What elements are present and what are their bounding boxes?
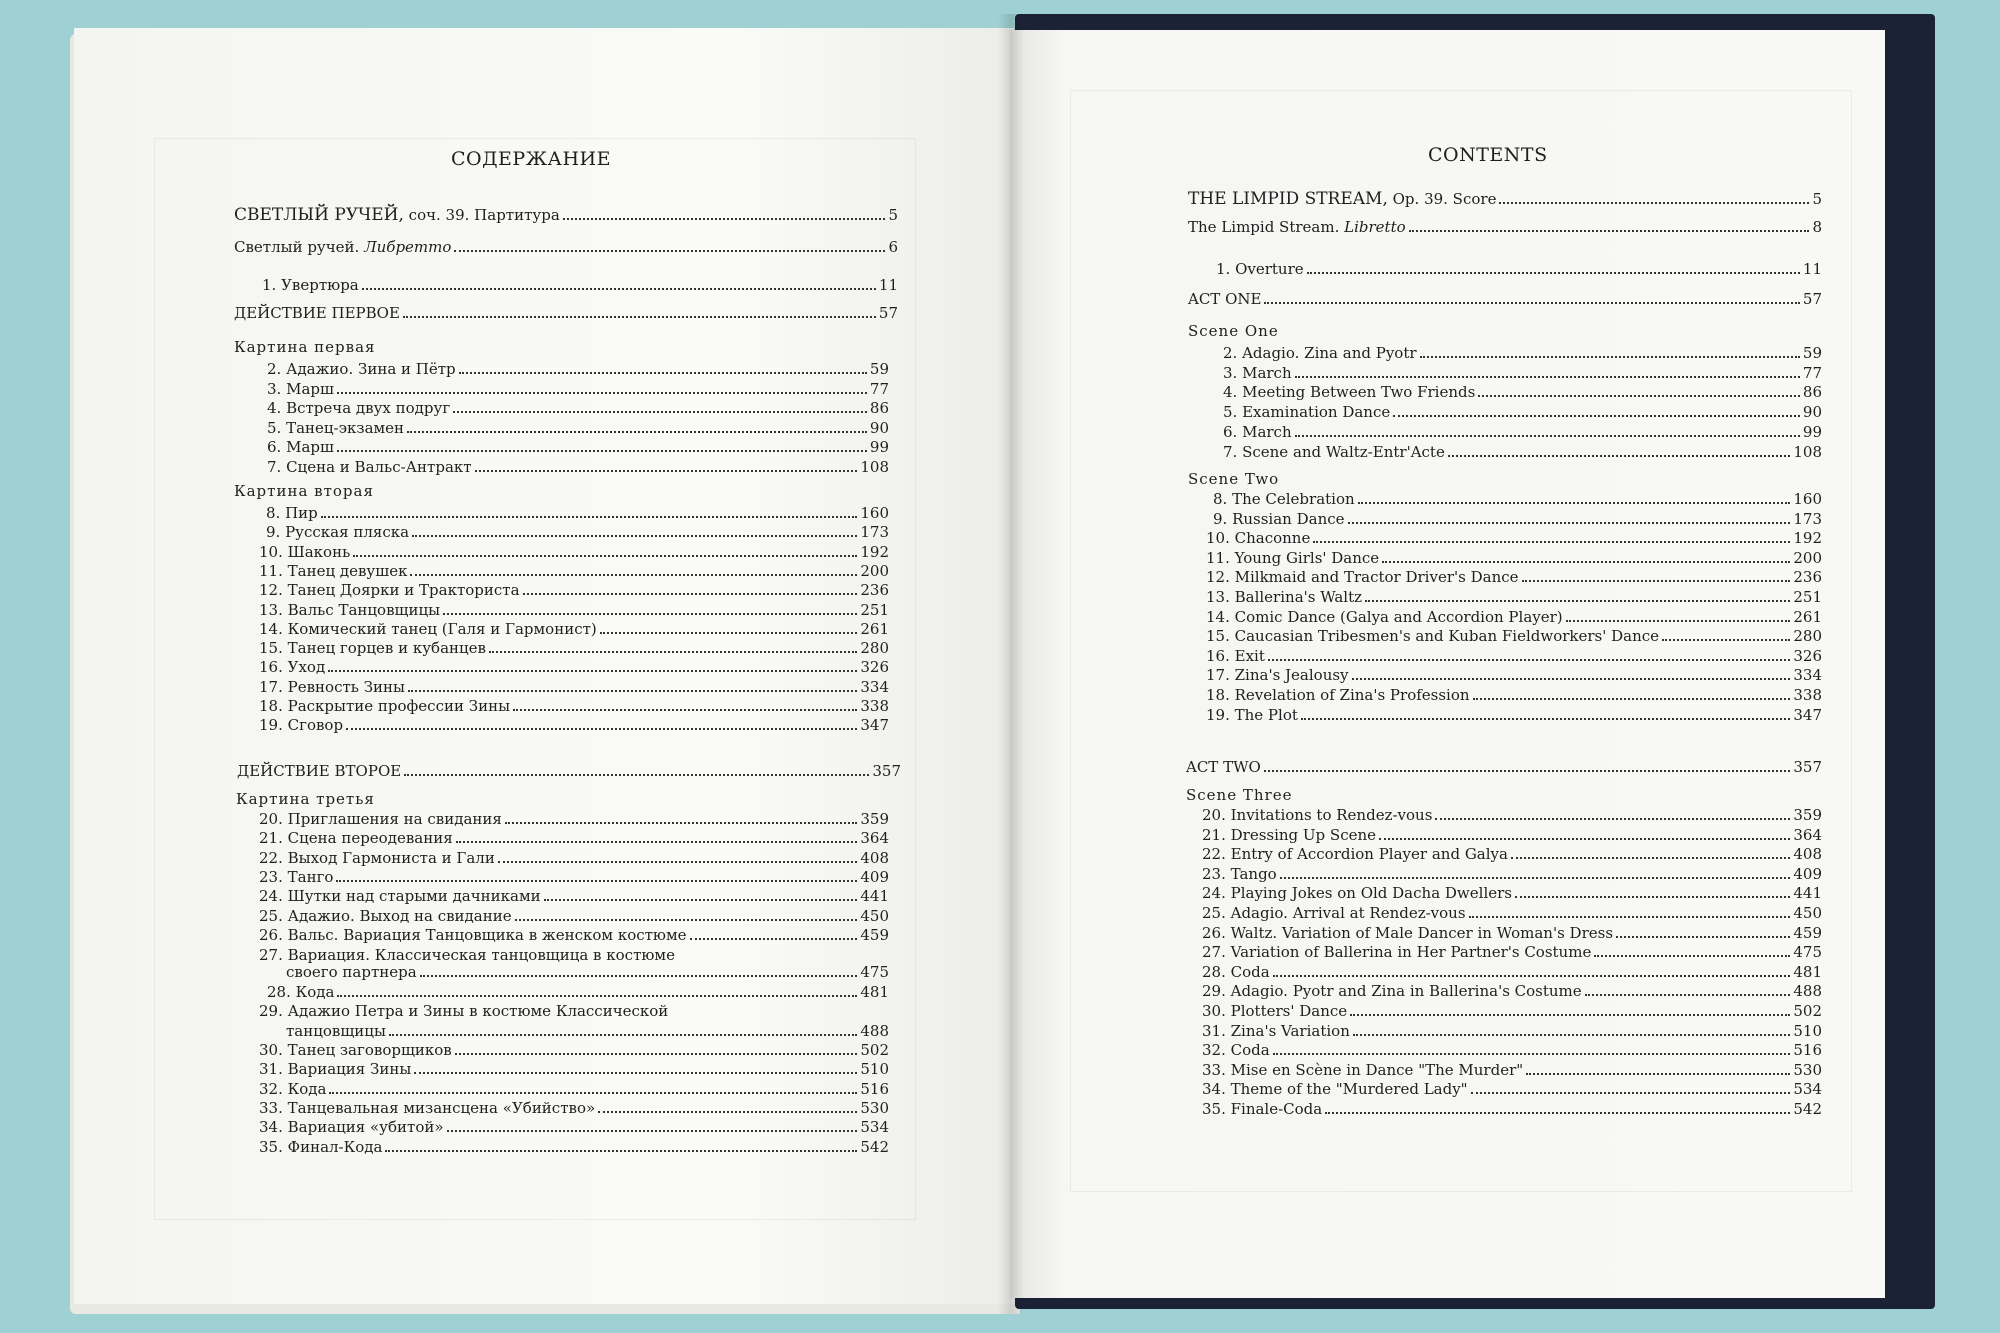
dot-leader bbox=[1353, 1034, 1790, 1036]
dot-leader bbox=[1616, 936, 1790, 938]
toc-entry bbox=[259, 829, 889, 847]
toc-entry-page: 409 bbox=[860, 867, 889, 886]
dot-leader bbox=[513, 709, 857, 711]
toc-entry-page: 86 bbox=[869, 399, 889, 417]
toc-entry-label: 24. Playing Jokes on Old Dacha Dwellers bbox=[1202, 884, 1512, 903]
toc-entry-page: 450 bbox=[1793, 904, 1822, 922]
toc-entry-label: 17. Zina's Jealousy bbox=[1206, 666, 1349, 685]
dot-leader bbox=[1379, 838, 1790, 840]
toc-entry-label: 6. March bbox=[1223, 422, 1292, 441]
toc-entry-page: 236 bbox=[860, 581, 889, 600]
dot-leader bbox=[353, 555, 857, 557]
dot-leader bbox=[489, 651, 857, 653]
book-gutter bbox=[998, 14, 1024, 1314]
toc-entry bbox=[1223, 344, 1822, 362]
dot-leader bbox=[453, 411, 867, 413]
toc-entry bbox=[1202, 845, 1822, 863]
toc-entry bbox=[267, 399, 889, 417]
toc-entry bbox=[1223, 383, 1822, 401]
toc-entry bbox=[267, 419, 889, 437]
libretto-page-en: 8 bbox=[1812, 218, 1822, 236]
toc-entry bbox=[1206, 549, 1822, 567]
dot-leader bbox=[1325, 1112, 1790, 1114]
toc-entry bbox=[1202, 943, 1822, 961]
toc-entry bbox=[1202, 982, 1822, 1000]
toc-entry-page: 200 bbox=[860, 561, 889, 580]
toc-entry-label: 18. Revelation of Zina's Profession bbox=[1206, 686, 1470, 704]
toc-entry bbox=[1202, 924, 1822, 942]
act-one-entry: ДЕЙСТВИЕ ПЕРВОЕ 57 bbox=[234, 304, 898, 322]
toc-entry bbox=[259, 887, 889, 905]
toc-entry-page: 192 bbox=[1793, 529, 1822, 548]
toc-entry bbox=[1202, 1061, 1822, 1079]
toc-entry bbox=[259, 1099, 889, 1117]
toc-entry-label: 17. Ревность Зины bbox=[259, 677, 405, 696]
score-subtitle-en: Op. 39. Score bbox=[1387, 190, 1497, 208]
toc-entry-label: 23. Танго bbox=[259, 867, 334, 886]
toc-entry bbox=[1223, 443, 1822, 461]
toc-entry bbox=[259, 1060, 889, 1078]
toc-entry-label: 5. Examination Dance bbox=[1223, 403, 1391, 422]
toc-entry-page: 59 bbox=[1802, 344, 1822, 362]
toc-entry-label: 31. Вариация Зины bbox=[259, 1060, 412, 1079]
toc-entry bbox=[259, 1118, 889, 1136]
toc-entry-label: 20. Приглашения на свидания bbox=[259, 810, 502, 828]
toc-entry-label: 25. Адажио. Выход на свидание bbox=[259, 906, 512, 925]
toc-entry-label: 15. Танец горцев и кубанцев bbox=[259, 639, 486, 658]
toc-entry-page: 516 bbox=[1793, 1041, 1822, 1060]
toc-entry-label: 31. Zina's Variation bbox=[1202, 1021, 1350, 1040]
toc-entry bbox=[1202, 1080, 1822, 1098]
toc-entry-page: 86 bbox=[1802, 383, 1822, 402]
dot-leader bbox=[1301, 718, 1790, 720]
toc-entry bbox=[1223, 364, 1822, 382]
dot-leader bbox=[408, 690, 857, 692]
toc-entry-label: 8. The Celebration bbox=[1213, 490, 1355, 508]
toc-entry-page: 90 bbox=[1802, 403, 1822, 422]
toc-entry-label: 23. Tango bbox=[1202, 864, 1277, 883]
toc-entry-label: 21. Сцена переодевания bbox=[259, 829, 453, 848]
toc-entry bbox=[1202, 826, 1822, 844]
toc-entry-page: 338 bbox=[1793, 686, 1822, 704]
toc-entry-label: 2. Adagio. Zina and Pyotr bbox=[1223, 344, 1417, 362]
toc-entry-page: 542 bbox=[860, 1137, 889, 1156]
toc-entry-page: 459 bbox=[860, 925, 889, 944]
toc-entry bbox=[1202, 1100, 1822, 1118]
toc-entry-label: 7. Сцена и Вальс-Антракт bbox=[267, 457, 472, 476]
dot-leader bbox=[1420, 356, 1800, 358]
toc-entry-page: 200 bbox=[1793, 548, 1822, 567]
toc-entry-page: 534 bbox=[860, 1118, 889, 1137]
act-two-entry-en: ACT TWO 357 bbox=[1186, 758, 1822, 776]
toc-entry-label: 19. The Plot bbox=[1206, 705, 1298, 724]
toc-entry-page: 338 bbox=[860, 697, 889, 715]
dot-leader bbox=[1526, 1073, 1790, 1075]
toc-entry bbox=[259, 1138, 889, 1156]
toc-entry bbox=[267, 360, 889, 378]
dot-leader bbox=[1352, 678, 1791, 680]
toc-entry-page: 251 bbox=[1793, 588, 1822, 606]
scene-two-heading: Картина вторая bbox=[234, 482, 374, 500]
item28-entry: 28. Кода 481 bbox=[267, 983, 889, 1001]
dot-leader bbox=[328, 670, 857, 672]
toc-entry-label: 11. Танец девушек bbox=[259, 561, 408, 580]
toc-entry bbox=[1223, 423, 1822, 441]
contents-heading-en: CONTENTS bbox=[1428, 144, 1548, 166]
item27-line1: 27. Вариация. Классическая танцовщица в костюме bbox=[259, 946, 675, 964]
toc-entry-page: 408 bbox=[1793, 845, 1822, 864]
score-title: СВЕТЛЫЙ РУЧЕЙ, bbox=[234, 205, 404, 225]
dot-leader bbox=[443, 613, 857, 615]
item27-entry: своего партнера 475 bbox=[286, 963, 889, 981]
dot-leader bbox=[1469, 916, 1791, 918]
dot-leader bbox=[1350, 1014, 1790, 1016]
toc-entry-page: 510 bbox=[860, 1060, 889, 1079]
toc-entry-label: 35. Финал-Кода bbox=[259, 1137, 383, 1156]
toc-entry bbox=[1202, 865, 1822, 883]
item29-entry: танцовщицы 488 bbox=[286, 1022, 889, 1040]
toc-entry-label: 30. Plotters' Dance bbox=[1202, 1002, 1348, 1020]
toc-entry bbox=[259, 658, 889, 676]
overture-entry: 1. Увертюра 11 bbox=[262, 276, 898, 294]
dot-leader bbox=[505, 822, 857, 824]
toc-entry-label: 16. Exit bbox=[1206, 646, 1265, 665]
dot-leader bbox=[337, 450, 867, 452]
scene-two-heading-en: Scene Two bbox=[1188, 470, 1280, 488]
toc-entry-page: 99 bbox=[869, 438, 889, 456]
dot-leader bbox=[544, 899, 858, 901]
act-one-entry-en: ACT ONE 57 bbox=[1188, 290, 1822, 308]
toc-entry-page: 77 bbox=[1802, 363, 1822, 382]
toc-entry bbox=[1202, 806, 1822, 824]
toc-entry bbox=[1206, 647, 1822, 665]
toc-entry-page: 59 bbox=[869, 360, 889, 378]
toc-entry-label: 22. Выход Гармониста и Гали bbox=[259, 848, 495, 867]
toc-entry-page: 236 bbox=[1793, 568, 1822, 587]
toc-entry-label: 28. Coda bbox=[1202, 962, 1270, 981]
toc-entry bbox=[259, 562, 889, 580]
toc-entry-page: 347 bbox=[860, 716, 889, 735]
toc-entry bbox=[1206, 706, 1822, 724]
toc-entry bbox=[1206, 666, 1822, 684]
toc-entry-label: 7. Scene and Waltz-Entr'Acte bbox=[1223, 442, 1445, 461]
dot-leader bbox=[1594, 955, 1790, 957]
dot-leader bbox=[690, 938, 858, 940]
toc-entry-page: 99 bbox=[1802, 422, 1822, 441]
toc-entry-page: 173 bbox=[1793, 509, 1822, 528]
toc-entry bbox=[1213, 510, 1822, 528]
toc-entry bbox=[1202, 963, 1822, 981]
dot-leader bbox=[498, 861, 858, 863]
dot-leader bbox=[1348, 522, 1791, 524]
toc-entry bbox=[1202, 904, 1822, 922]
toc-entry-page: 364 bbox=[860, 829, 889, 848]
toc-entry-page: 280 bbox=[860, 639, 889, 658]
scene-one-heading-en: Scene One bbox=[1188, 322, 1279, 340]
dot-leader bbox=[1268, 659, 1791, 661]
dot-leader bbox=[1393, 415, 1800, 417]
item29-line1: 29. Адажио Петра и Зины в костюме Классической bbox=[259, 1002, 669, 1020]
dot-leader bbox=[1566, 620, 1791, 622]
toc-entry-page: 459 bbox=[1793, 923, 1822, 942]
dot-leader bbox=[1295, 435, 1800, 437]
toc-entry bbox=[1206, 627, 1822, 645]
score-subtitle: соч. 39. Партитура bbox=[403, 206, 560, 224]
toc-entry-label: 21. Dressing Up Scene bbox=[1202, 825, 1377, 844]
score-page: 5 bbox=[888, 206, 898, 224]
toc-entry-label: 10. Chaconne bbox=[1206, 529, 1311, 548]
toc-entry-page: 90 bbox=[869, 418, 889, 437]
toc-entry-label: 14. Comic Dance (Galya and Accordion Player) bbox=[1206, 607, 1563, 626]
toc-entry-label: 18. Раскрытие профессии Зины bbox=[259, 697, 511, 715]
toc-entry-label: 4. Встреча двух подруг bbox=[267, 399, 451, 417]
scene-three-heading: Картина третья bbox=[236, 790, 375, 808]
dot-leader bbox=[1295, 376, 1800, 378]
toc-entry-page: 326 bbox=[860, 658, 889, 677]
toc-entry-label: 2. Адажио. Зина и Пётр bbox=[267, 360, 456, 378]
toc-entry-page: 488 bbox=[1793, 982, 1822, 1001]
toc-entry-page: 334 bbox=[860, 677, 889, 696]
toc-entry bbox=[259, 849, 889, 867]
score-entry bbox=[234, 206, 898, 224]
dot-leader bbox=[600, 632, 858, 634]
toc-entry-page: 160 bbox=[1793, 490, 1822, 508]
dot-leader bbox=[1273, 1053, 1791, 1055]
toc-entry-label: 33. Танцевальная мизансцена «Убийство» bbox=[259, 1098, 596, 1117]
right-page bbox=[1010, 30, 1885, 1298]
toc-entry-page: 530 bbox=[1793, 1060, 1822, 1079]
toc-entry-page: 441 bbox=[860, 887, 889, 906]
dot-leader bbox=[1478, 395, 1800, 397]
toc-entry bbox=[267, 438, 889, 456]
dot-leader bbox=[385, 1150, 857, 1152]
toc-entry-label: 4. Meeting Between Two Friends bbox=[1223, 383, 1476, 402]
dot-leader bbox=[515, 919, 858, 921]
dot-leader bbox=[1435, 818, 1790, 820]
toc-entry bbox=[1202, 1041, 1822, 1059]
score-page-en: 5 bbox=[1812, 190, 1822, 208]
toc-entry-page: 450 bbox=[860, 906, 889, 925]
dot-leader bbox=[337, 392, 867, 394]
scene-three-heading-en: Scene Three bbox=[1186, 786, 1293, 804]
dot-leader bbox=[1365, 600, 1790, 602]
toc-entry-label: 8. Пир bbox=[266, 504, 318, 522]
toc-entry-page: 542 bbox=[1793, 1100, 1822, 1118]
toc-entry bbox=[259, 716, 889, 734]
scene-one-heading: Картина первая bbox=[234, 338, 376, 356]
toc-entry-label: 9. Русская пляска bbox=[266, 523, 410, 542]
toc-entry bbox=[259, 639, 889, 657]
dot-leader bbox=[447, 1130, 858, 1132]
toc-entry-page: 441 bbox=[1793, 884, 1822, 903]
dot-leader bbox=[1358, 502, 1791, 504]
dot-leader bbox=[1662, 639, 1790, 641]
toc-entry-page: 481 bbox=[1793, 962, 1822, 981]
dot-leader bbox=[459, 372, 867, 374]
toc-entry bbox=[1206, 529, 1822, 547]
dot-leader bbox=[1280, 877, 1791, 879]
toc-entry-page: 359 bbox=[860, 810, 889, 828]
toc-entry bbox=[266, 523, 889, 541]
toc-entry bbox=[259, 697, 889, 715]
toc-entry bbox=[1206, 588, 1822, 606]
toc-entry-page: 364 bbox=[1793, 825, 1822, 844]
toc-entry bbox=[1223, 403, 1822, 421]
dot-leader bbox=[407, 431, 867, 433]
toc-entry-label: 13. Ballerina's Waltz bbox=[1206, 588, 1363, 606]
toc-entry-label: 29. Adagio. Pyotr and Zina in Ballerina's Costume bbox=[1202, 982, 1582, 1001]
toc-entry bbox=[259, 907, 889, 925]
toc-entry-label: 3. Марш bbox=[267, 379, 334, 398]
toc-entry bbox=[1213, 490, 1822, 508]
toc-entry-label: 32. Кода bbox=[259, 1079, 327, 1098]
contents-heading-ru: СОДЕРЖАНИЕ bbox=[451, 148, 611, 170]
libretto-entry-en bbox=[1188, 218, 1822, 236]
toc-entry-label: 30. Танец заговорщиков bbox=[259, 1041, 452, 1059]
toc-entry-label: 11. Young Girls' Dance bbox=[1206, 548, 1380, 567]
dot-leader bbox=[412, 535, 857, 537]
toc-entry bbox=[259, 926, 889, 944]
toc-entry bbox=[259, 543, 889, 561]
toc-entry-page: 280 bbox=[1793, 627, 1822, 646]
dot-leader bbox=[455, 1053, 858, 1055]
toc-entry-label: 33. Mise en Scène in Dance "The Murder" bbox=[1202, 1060, 1524, 1079]
toc-entry bbox=[259, 620, 889, 638]
toc-entry-page: 510 bbox=[1793, 1021, 1822, 1040]
toc-entry-page: 502 bbox=[1793, 1002, 1822, 1020]
toc-entry-label: 26. Вальс. Вариация Танцовщика в женском костюме bbox=[259, 925, 687, 944]
toc-entry-label: 35. Finale-Coda bbox=[1202, 1100, 1323, 1118]
dot-leader bbox=[1511, 857, 1790, 859]
toc-entry-page: 408 bbox=[860, 848, 889, 867]
toc-entry-label: 27. Variation of Ballerina in Her Partner's Costume bbox=[1202, 943, 1592, 962]
toc-entry-page: 475 bbox=[1793, 943, 1822, 962]
toc-entry-label: 12. Танец Доярки и Тракториста bbox=[259, 581, 520, 600]
toc-entry-label: 6. Марш bbox=[267, 438, 334, 456]
toc-entry-page: 261 bbox=[860, 619, 889, 638]
overture-entry-en: 1. Overture 11 bbox=[1216, 260, 1822, 278]
dot-leader bbox=[414, 1072, 857, 1074]
toc-entry-page: 359 bbox=[1793, 806, 1822, 824]
dot-leader bbox=[1585, 994, 1791, 996]
toc-entry-label: 20. Invitations to Rendez-vous bbox=[1202, 806, 1433, 824]
toc-entry-label: 3. March bbox=[1223, 363, 1292, 382]
dot-leader bbox=[321, 516, 858, 518]
toc-entry bbox=[259, 868, 889, 886]
toc-entry bbox=[1206, 568, 1822, 586]
toc-entry bbox=[259, 810, 889, 828]
dot-leader bbox=[1471, 1092, 1791, 1094]
toc-entry-label: 26. Waltz. Variation of Male Dancer in Woman's Dress bbox=[1202, 923, 1614, 942]
toc-entry-label: 9. Russian Dance bbox=[1213, 509, 1345, 528]
left-page bbox=[74, 28, 1014, 1304]
act-two-entry: ДЕЙСТВИЕ ВТОРОЕ 357 bbox=[237, 762, 901, 780]
toc-entry-page: 108 bbox=[860, 457, 889, 476]
libretto-page: 6 bbox=[888, 238, 898, 256]
toc-entry-page: 516 bbox=[860, 1079, 889, 1098]
toc-entry bbox=[266, 504, 889, 522]
toc-entry-label: 34. Вариация «убитой» bbox=[259, 1118, 444, 1137]
toc-entry-label: 34. Theme of the "Murdered Lady" bbox=[1202, 1080, 1468, 1099]
toc-entry-label: 13. Вальс Танцовщицы bbox=[259, 600, 441, 619]
toc-entry bbox=[1202, 1002, 1822, 1020]
toc-entry-page: 77 bbox=[869, 379, 889, 398]
dot-leader bbox=[329, 1092, 857, 1094]
libretto-text: Светлый ручей. bbox=[234, 238, 360, 256]
toc-entry-label: 5. Танец-экзамен bbox=[267, 418, 405, 437]
toc-entry bbox=[259, 1080, 889, 1098]
toc-entry-label: 10. Шаконь bbox=[259, 542, 351, 561]
toc-entry-page: 173 bbox=[860, 523, 889, 542]
toc-entry bbox=[1202, 1022, 1822, 1040]
score-title-en: THE LIMPID STREAM, bbox=[1188, 189, 1388, 209]
toc-entry-page: 251 bbox=[860, 600, 889, 619]
dot-leader bbox=[410, 574, 857, 576]
toc-entry-label: 32. Coda bbox=[1202, 1041, 1270, 1060]
toc-entry-page: 502 bbox=[860, 1041, 889, 1059]
dot-leader bbox=[1313, 541, 1790, 543]
dot-leader bbox=[346, 728, 857, 730]
dot-leader bbox=[1473, 698, 1791, 700]
toc-entry-label: 16. Уход bbox=[259, 658, 326, 677]
libretto-text-en: The Limpid Stream. bbox=[1188, 218, 1340, 236]
dot-leader bbox=[523, 593, 858, 595]
dot-leader bbox=[1382, 561, 1790, 563]
toc-entry-page: 108 bbox=[1793, 442, 1822, 461]
dot-leader bbox=[1448, 455, 1791, 457]
toc-entry bbox=[1206, 608, 1822, 626]
dot-leader bbox=[598, 1111, 857, 1113]
toc-entry bbox=[267, 380, 889, 398]
toc-entry-page: 192 bbox=[860, 542, 889, 561]
libretto-entry bbox=[234, 238, 898, 256]
toc-entry-label: 25. Adagio. Arrival at Rendez-vous bbox=[1202, 904, 1466, 922]
toc-entry-label: 19. Сговор bbox=[259, 716, 344, 735]
toc-entry-label: 12. Milkmaid and Tractor Driver's Dance bbox=[1206, 568, 1519, 587]
toc-entry bbox=[259, 601, 889, 619]
libretto-italic: Либретто bbox=[364, 238, 452, 256]
toc-entry-page: 326 bbox=[1793, 646, 1822, 665]
dot-leader bbox=[456, 841, 858, 843]
toc-entry-label: 22. Entry of Accordion Player and Galya bbox=[1202, 845, 1508, 864]
toc-entry-page: 160 bbox=[860, 504, 889, 522]
toc-entry-page: 347 bbox=[1793, 705, 1822, 724]
toc-entry-page: 409 bbox=[1793, 864, 1822, 883]
toc-entry bbox=[259, 678, 889, 696]
toc-entry-page: 530 bbox=[860, 1098, 889, 1117]
toc-entry bbox=[259, 1041, 889, 1059]
toc-entry-label: 14. Комический танец (Галя и Гармонист) bbox=[259, 619, 597, 638]
toc-entry-page: 261 bbox=[1793, 607, 1822, 626]
dot-leader bbox=[1515, 896, 1790, 898]
libretto-italic-en: Libretto bbox=[1344, 218, 1406, 236]
score-entry-en bbox=[1188, 190, 1822, 208]
dot-leader bbox=[475, 470, 858, 472]
toc-entry-page: 334 bbox=[1793, 666, 1822, 685]
toc-entry bbox=[1202, 884, 1822, 902]
toc-entry-page: 534 bbox=[1793, 1080, 1822, 1099]
dot-leader bbox=[1273, 975, 1791, 977]
toc-entry bbox=[267, 458, 889, 476]
toc-entry bbox=[259, 581, 889, 599]
dot-leader bbox=[336, 880, 857, 882]
toc-entry-label: 24. Шутки над старыми дачниками bbox=[259, 887, 541, 906]
dot-leader bbox=[1522, 580, 1791, 582]
toc-entry bbox=[1206, 686, 1822, 704]
toc-entry-label: 15. Caucasian Tribesmen's and Kuban Fieldworkers' Dance bbox=[1206, 627, 1660, 646]
